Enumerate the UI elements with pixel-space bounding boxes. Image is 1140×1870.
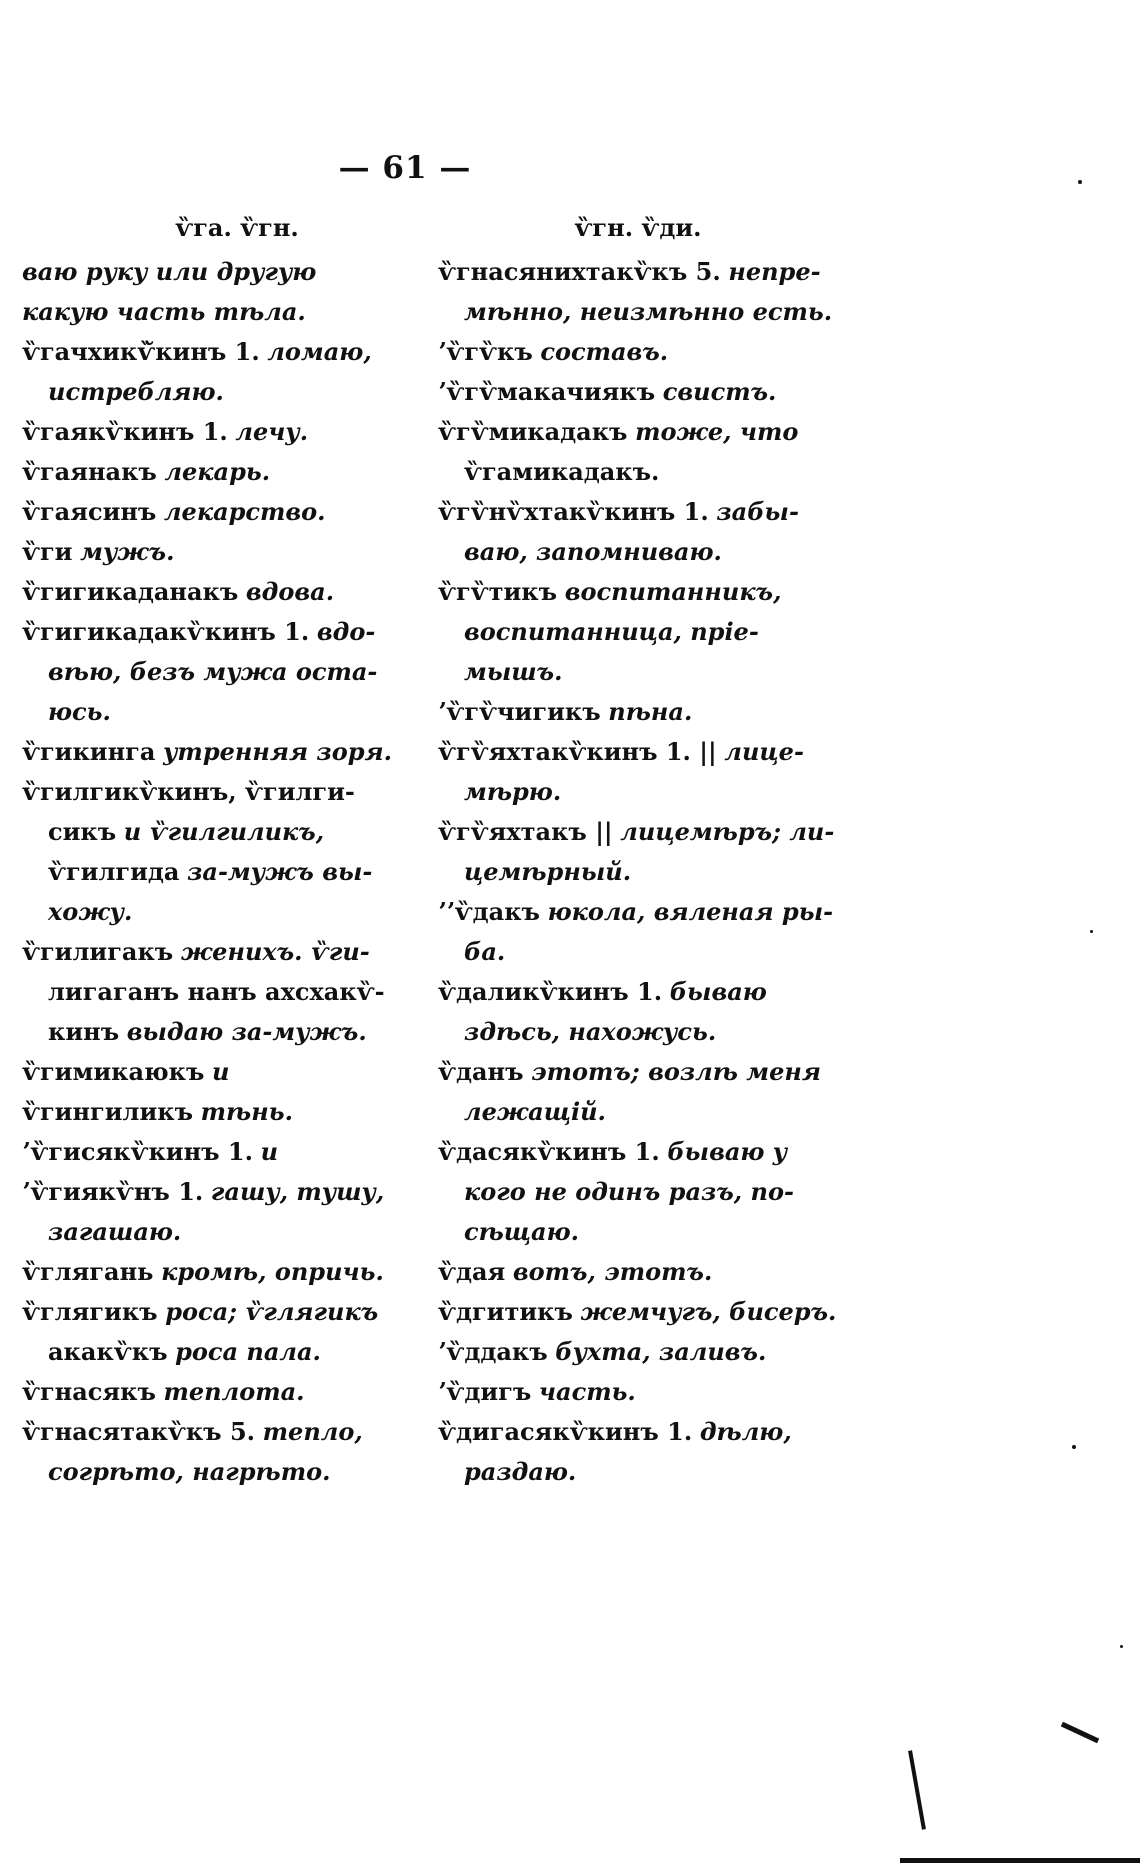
entry-headword: ѷгикинга (22, 737, 156, 766)
entry-translation: вотъ, этотъ. (512, 1257, 713, 1286)
entry-line (22, 692, 412, 732)
entry-line (438, 1172, 838, 1212)
entry-line (22, 1412, 412, 1452)
entry-translation: кого не одинъ разъ, по- (464, 1177, 794, 1206)
scan-speck (1078, 180, 1082, 184)
entry-translation: согрѣто, нагрѣто. (48, 1457, 331, 1486)
entry-headword: ѷгнасятакѷкъ 5. (22, 1417, 256, 1446)
entry-headword: ѷгѷяхтакѷкинъ 1. || (438, 737, 717, 766)
entry-line (22, 1452, 412, 1492)
entry-line (22, 652, 412, 692)
entry-line (438, 772, 838, 812)
entry-headword: ѷгаянакъ (22, 457, 157, 486)
entry-translation: мужъ. (80, 537, 175, 566)
entry-headword: сикъ (48, 817, 117, 846)
entry-line (438, 372, 838, 412)
entry-translation: мѣнно, неизмѣнно есть. (464, 297, 833, 326)
left-column (22, 208, 412, 1492)
entry-translation: лице- (724, 737, 804, 766)
scan-speck (1090, 930, 1093, 933)
entry-headword: ѷгилгида (48, 857, 180, 886)
entry-translation: раздаю. (464, 1457, 577, 1486)
entry-line (22, 972, 412, 1012)
entry-translation: кромѣ, опричь. (161, 1257, 384, 1286)
entry-headword: ѷгѷяхтакъ || (438, 817, 613, 846)
entry-line (22, 1372, 412, 1412)
entry-translation: ваю руку или другую (22, 257, 317, 286)
entry-headword: ѷгѷтикъ (438, 577, 558, 606)
entry-translation: ба. (464, 937, 506, 966)
entry-line (438, 252, 838, 292)
entry-line (438, 332, 838, 372)
entry-line (438, 1452, 838, 1492)
entry-line (438, 1212, 838, 1252)
entry-headword: ѷгачхикѷ̆кинъ 1. (22, 337, 260, 366)
entry-headword: ѷгнасянихтакѷкъ 5. (438, 257, 721, 286)
entry-headword: ѷгингиликъ (22, 1097, 194, 1126)
entry-headword: ѷгѷнѷхтакѷкинъ 1. (438, 497, 709, 526)
entry-headword: ѷдгитикъ (438, 1297, 573, 1326)
entry-translation: составъ. (540, 337, 669, 366)
entry-headword: ʼѷгѷмакачиякъ (438, 377, 656, 406)
entry-line (438, 1252, 838, 1292)
entry-line (438, 652, 838, 692)
entry-translation: забы- (716, 497, 799, 526)
page-number: — 61 — (338, 150, 472, 186)
entry-line (438, 852, 838, 892)
entry-line (438, 612, 838, 652)
entry-translation: мышъ. (464, 657, 563, 686)
entry-line (22, 812, 412, 852)
right-column-entries (438, 252, 838, 1492)
entry-line (22, 532, 412, 572)
entry-line (22, 1052, 412, 1092)
entry-translation: ваю, запомниваю. (464, 537, 722, 566)
entry-line (438, 1052, 838, 1092)
entry-headword: ѷглягань (22, 1257, 154, 1286)
entry-line (438, 412, 838, 452)
entry-headword: ѷгилигакъ (22, 937, 174, 966)
entry-translation: хожу. (48, 897, 133, 926)
scan-speck (1072, 1445, 1076, 1449)
entry-translation: вѣю, безъ мужа оста- (48, 657, 378, 686)
entry-translation: непре- (728, 257, 821, 286)
entry-translation: теплота. (163, 1377, 305, 1406)
entry-headword: ѷгаякѷкинъ 1. (22, 417, 228, 446)
entry-translation: гашу, тушу, (210, 1177, 385, 1206)
entry-headword: ʼѷгѷчигикъ (438, 697, 601, 726)
entry-line (22, 932, 412, 972)
entry-line (438, 292, 838, 332)
entry-line (22, 412, 412, 452)
entry-line (22, 572, 412, 612)
entry-line (438, 492, 838, 532)
entry-headword: ѷгилгикѷкинъ, ѷгилги- (22, 777, 355, 806)
entry-headword: ʼѷгисякѷкинъ 1. (22, 1137, 253, 1166)
entry-translation: вдова. (245, 577, 335, 606)
entry-headword: ѷгнасякъ (22, 1377, 156, 1406)
entry-line (438, 452, 838, 492)
entry-translation: мѣрю. (464, 777, 562, 806)
entry-headword: ѷдигасякѷкинъ 1. (438, 1417, 693, 1446)
entry-line (438, 1092, 838, 1132)
entry-translation: воспитанница, прiе- (464, 617, 759, 646)
entry-line (438, 812, 838, 852)
entry-line (22, 852, 412, 892)
entry-line (438, 1332, 838, 1372)
entry-translation: лекарь. (164, 457, 271, 486)
entry-line (22, 1132, 412, 1172)
entry-translation: ломаю, (267, 337, 372, 366)
entry-translation: лечу. (235, 417, 309, 446)
entry-translation: лекарство. (163, 497, 326, 526)
entry-headword: ʼѷгѷкъ (438, 337, 533, 366)
entry-line (22, 1212, 412, 1252)
entry-headword: ѷгамикадакъ. (464, 457, 660, 486)
entry-headword: ʼѷдигъ (438, 1377, 532, 1406)
entry-headword: ʼѷгиякѷнъ 1. (22, 1177, 204, 1206)
entry-line (22, 1092, 412, 1132)
entry-translation: здѣсь, нахожусь. (464, 1017, 717, 1046)
entry-translation: лежащiй. (464, 1097, 606, 1126)
entry-translation: жемчугъ, бисеръ. (580, 1297, 837, 1326)
entry-translation: бухта, заливъ. (555, 1337, 767, 1366)
entry-translation: тепло, (262, 1417, 363, 1446)
entry-line (22, 1172, 412, 1212)
left-column-header: ѷга. ѷгн. (175, 213, 299, 242)
entry-translation: воспитанникъ, (564, 577, 782, 606)
entry-line (438, 732, 838, 772)
entry-translation: и (260, 1137, 279, 1166)
entry-headword: лигаганъ нанъ ахсхакѷ- (48, 977, 385, 1006)
entry-translation: роса пала. (175, 1337, 321, 1366)
entry-translation: этотъ; возлѣ меня (531, 1057, 821, 1086)
entry-line (22, 612, 412, 652)
entry-translation: за-мужъ вы- (187, 857, 373, 886)
entry-translation: истребляю. (48, 377, 224, 406)
entry-headword: ѷдасякѷкинъ 1. (438, 1137, 660, 1166)
entry-line (438, 1372, 838, 1412)
entry-translation: роса; ѷглягикъ (165, 1297, 379, 1326)
entry-translation: выдаю за-мужъ. (126, 1017, 367, 1046)
entry-line (22, 332, 412, 372)
entry-line (438, 1012, 838, 1052)
entry-headword: акакѷкъ (48, 1337, 168, 1366)
entry-line (438, 1132, 838, 1172)
entry-line (22, 1012, 412, 1052)
entry-translation: свистъ. (662, 377, 777, 406)
entry-line (22, 1252, 412, 1292)
entry-headword: ѷдаликѷкинъ 1. (438, 977, 663, 1006)
entry-translation: сѣщаю. (464, 1217, 579, 1246)
entry-translation: и (212, 1057, 230, 1086)
entry-translation: тѣнь. (200, 1097, 293, 1126)
entry-line (22, 892, 412, 932)
entry-headword: ѷгимикаюкъ (22, 1057, 205, 1086)
entry-line (438, 692, 838, 732)
entry-translation: юсь. (48, 697, 111, 726)
entry-line (22, 292, 412, 332)
entry-translation: загашаю. (48, 1217, 182, 1246)
entry-line (438, 932, 838, 972)
entry-line (438, 892, 838, 932)
entry-headword: ѷданъ (438, 1057, 524, 1086)
entry-translation: и ѷгилгиликъ, (123, 817, 325, 846)
entry-line (438, 572, 838, 612)
entry-headword: ʼʼѷдакъ (438, 897, 540, 926)
right-column-header: ѷгн. ѷди. (574, 213, 702, 242)
entry-translation: бываю у (667, 1137, 788, 1166)
entry-translation: дѣлю, (699, 1417, 792, 1446)
entry-headword: ѷгѷмикадакъ (438, 417, 628, 446)
entry-translation: вдо- (316, 617, 376, 646)
entry-headword: ѷдая (438, 1257, 506, 1286)
scan-speck (1120, 1645, 1123, 1648)
scan-edge-mark (1061, 1722, 1099, 1743)
entry-line (22, 772, 412, 812)
left-column-entries (22, 252, 412, 1492)
entry-line (438, 532, 838, 572)
entry-headword: ѷгаясинъ (22, 497, 157, 526)
entry-line (22, 372, 412, 412)
entry-line (22, 452, 412, 492)
entry-line (22, 1332, 412, 1372)
entry-translation: женихъ. ѷги- (180, 937, 370, 966)
entry-translation: лицемѣръ; ли- (620, 817, 835, 846)
entry-translation: часть. (538, 1377, 636, 1406)
entry-line (22, 252, 412, 292)
right-column (438, 208, 838, 1492)
entry-translation: юкола, вяленая ры- (547, 897, 834, 926)
entry-translation: цемѣрный. (464, 857, 632, 886)
entry-line (22, 492, 412, 532)
entry-headword: ѷгигикадакѷкинъ 1. (22, 617, 310, 646)
entry-line (438, 972, 838, 1012)
entry-headword: ѷгигикаданакъ (22, 577, 239, 606)
entry-headword: ѷги (22, 537, 73, 566)
entry-translation: какую часть тѣла. (22, 297, 306, 326)
entry-headword: ʼѷддакъ (438, 1337, 548, 1366)
entry-translation: бываю (669, 977, 767, 1006)
scan-edge-mark (908, 1750, 926, 1829)
entry-line (438, 1412, 838, 1452)
entry-translation: пѣна. (608, 697, 693, 726)
entry-line (438, 1292, 838, 1332)
entry-translation: тоже, что (635, 417, 799, 446)
entry-headword: ѷглягикъ (22, 1297, 158, 1326)
entry-headword: кинъ (48, 1017, 120, 1046)
entry-translation: утренняя зоря. (163, 737, 392, 766)
entry-line (22, 732, 412, 772)
scan-edge-mark (900, 1858, 1140, 1863)
entry-line (22, 1292, 412, 1332)
